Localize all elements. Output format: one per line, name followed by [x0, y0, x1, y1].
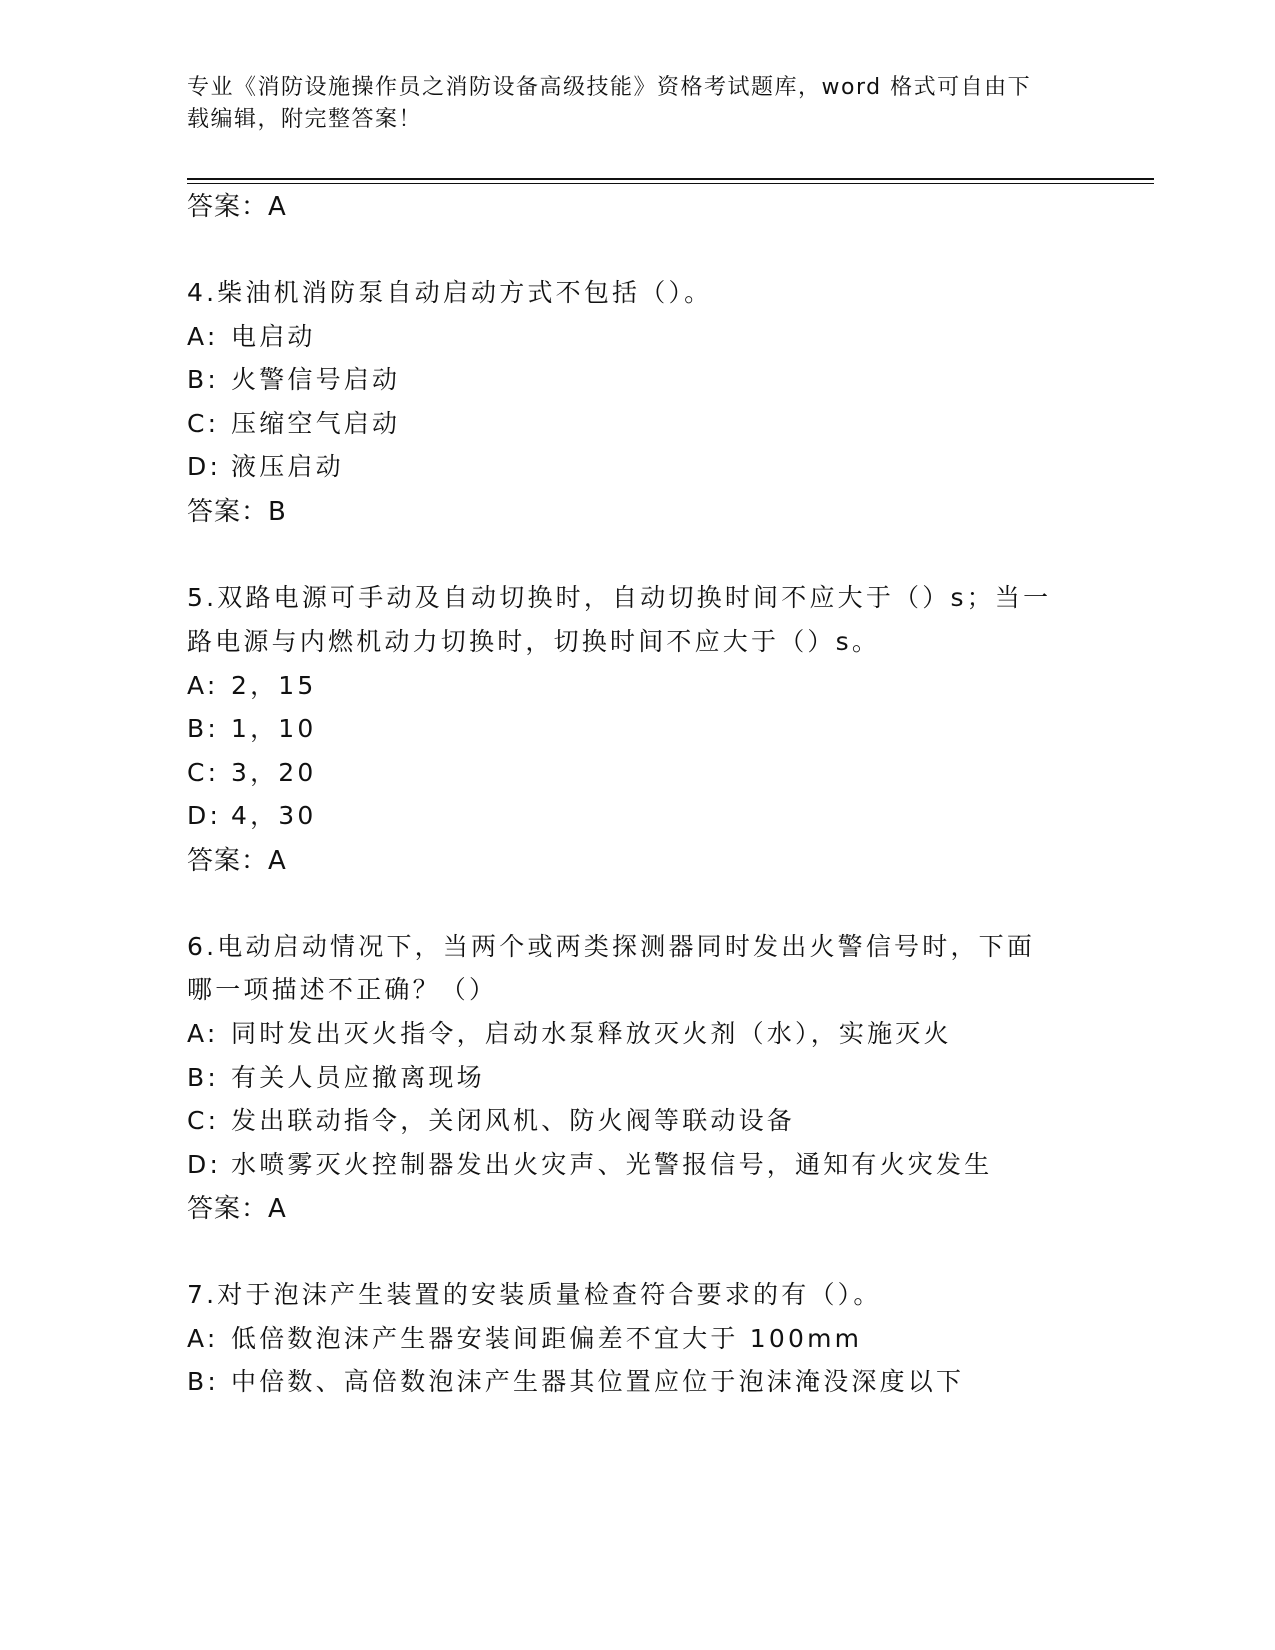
- question-7-option-a: [187, 1319, 862, 1355]
- question-4-option-c: [187, 404, 400, 440]
- option-text: 2，15: [231, 671, 317, 700]
- option-text: 电启动: [231, 322, 316, 351]
- option-text: 有关人员应撤离现场: [231, 1063, 485, 1092]
- option-key: A:: [187, 1324, 219, 1353]
- option-key: C:: [187, 758, 220, 787]
- question-4-option-a: [187, 317, 316, 353]
- option-text: 4，30: [231, 801, 317, 830]
- question-6-option-a: [187, 1014, 952, 1050]
- question-4-text: 4.柴油机消防泵自动启动方式不包括（）。: [187, 278, 713, 307]
- question-6-option-b: [187, 1058, 485, 1094]
- option-text: 中倍数、高倍数泡沫产生器其位置应位于泡沫淹没深度以下: [231, 1367, 965, 1396]
- option-key: A:: [187, 1019, 219, 1048]
- option-key: B:: [187, 1367, 219, 1396]
- option-text: 低倍数泡沫产生器安装间距偏差不宜大于 100mm: [231, 1324, 863, 1353]
- option-text: 压缩空气启动: [231, 409, 401, 438]
- question-5-text-line-1: 5.双路电源可手动及自动切换时，自动切换时间不应大于（）s；当一: [187, 583, 1052, 612]
- question-6-answer: 答案：A: [187, 1194, 287, 1224]
- option-key: D:: [187, 1150, 222, 1179]
- question-7-option-b: [187, 1362, 964, 1398]
- option-key: C:: [187, 409, 220, 438]
- question-5-option-d: [187, 796, 317, 832]
- option-text: 3，20: [231, 758, 317, 787]
- question-7-text: 7.对于泡沫产生装置的安装质量检查符合要求的有（）。: [187, 1280, 882, 1309]
- document-header: [187, 72, 1067, 136]
- header-line-1: 专业《消防设施操作员之消防设备高级技能》资格考试题库，word 格式可自由下: [187, 75, 1032, 100]
- option-key: B:: [187, 1063, 219, 1092]
- option-key: B:: [187, 714, 219, 743]
- question-6-text-line-2: 哪一项描述不正确？（）: [187, 975, 498, 1004]
- question-5-option-b: [187, 709, 317, 745]
- option-text: 液压启动: [231, 452, 344, 481]
- question-6-option-c: [187, 1101, 795, 1137]
- option-key: D:: [187, 801, 222, 830]
- question-4-option-d: [187, 447, 344, 483]
- option-text: 1，10: [231, 714, 317, 743]
- option-text: 同时发出灭火指令，启动水泵释放灭火剂（水），实施灭火: [231, 1019, 952, 1048]
- question-5-answer: 答案：A: [187, 846, 287, 876]
- question-5-option-a: [187, 666, 317, 702]
- question-6-text-line-1: 6.电动启动情况下，当两个或两类探测器同时发出火警信号时，下面: [187, 932, 1036, 961]
- question-6-option-d: [187, 1145, 992, 1181]
- header-line-2: 载编辑，附完整答案！: [187, 107, 423, 132]
- header-divider: [187, 178, 1154, 180]
- option-text: 水喷雾灭火控制器发出火灾声、光警报信号，通知有火灾发生: [231, 1150, 993, 1179]
- question-5-text-line-2: 路电源与内燃机动力切换时，切换时间不应大于（）s。: [187, 627, 881, 656]
- header-divider-thin: [187, 183, 1154, 184]
- question-5-option-c: [187, 753, 317, 789]
- option-key: A:: [187, 671, 219, 700]
- option-key: A:: [187, 322, 219, 351]
- option-text: 发出联动指令，关闭风机、防火阀等联动设备: [231, 1106, 796, 1135]
- question-4-option-b: [187, 360, 400, 396]
- answer-previous: 答案：A: [187, 192, 287, 222]
- question-4-answer: 答案：B: [187, 497, 287, 527]
- option-text: 火警信号启动: [231, 365, 401, 394]
- option-key: D:: [187, 452, 222, 481]
- option-key: B:: [187, 365, 219, 394]
- option-key: C:: [187, 1106, 220, 1135]
